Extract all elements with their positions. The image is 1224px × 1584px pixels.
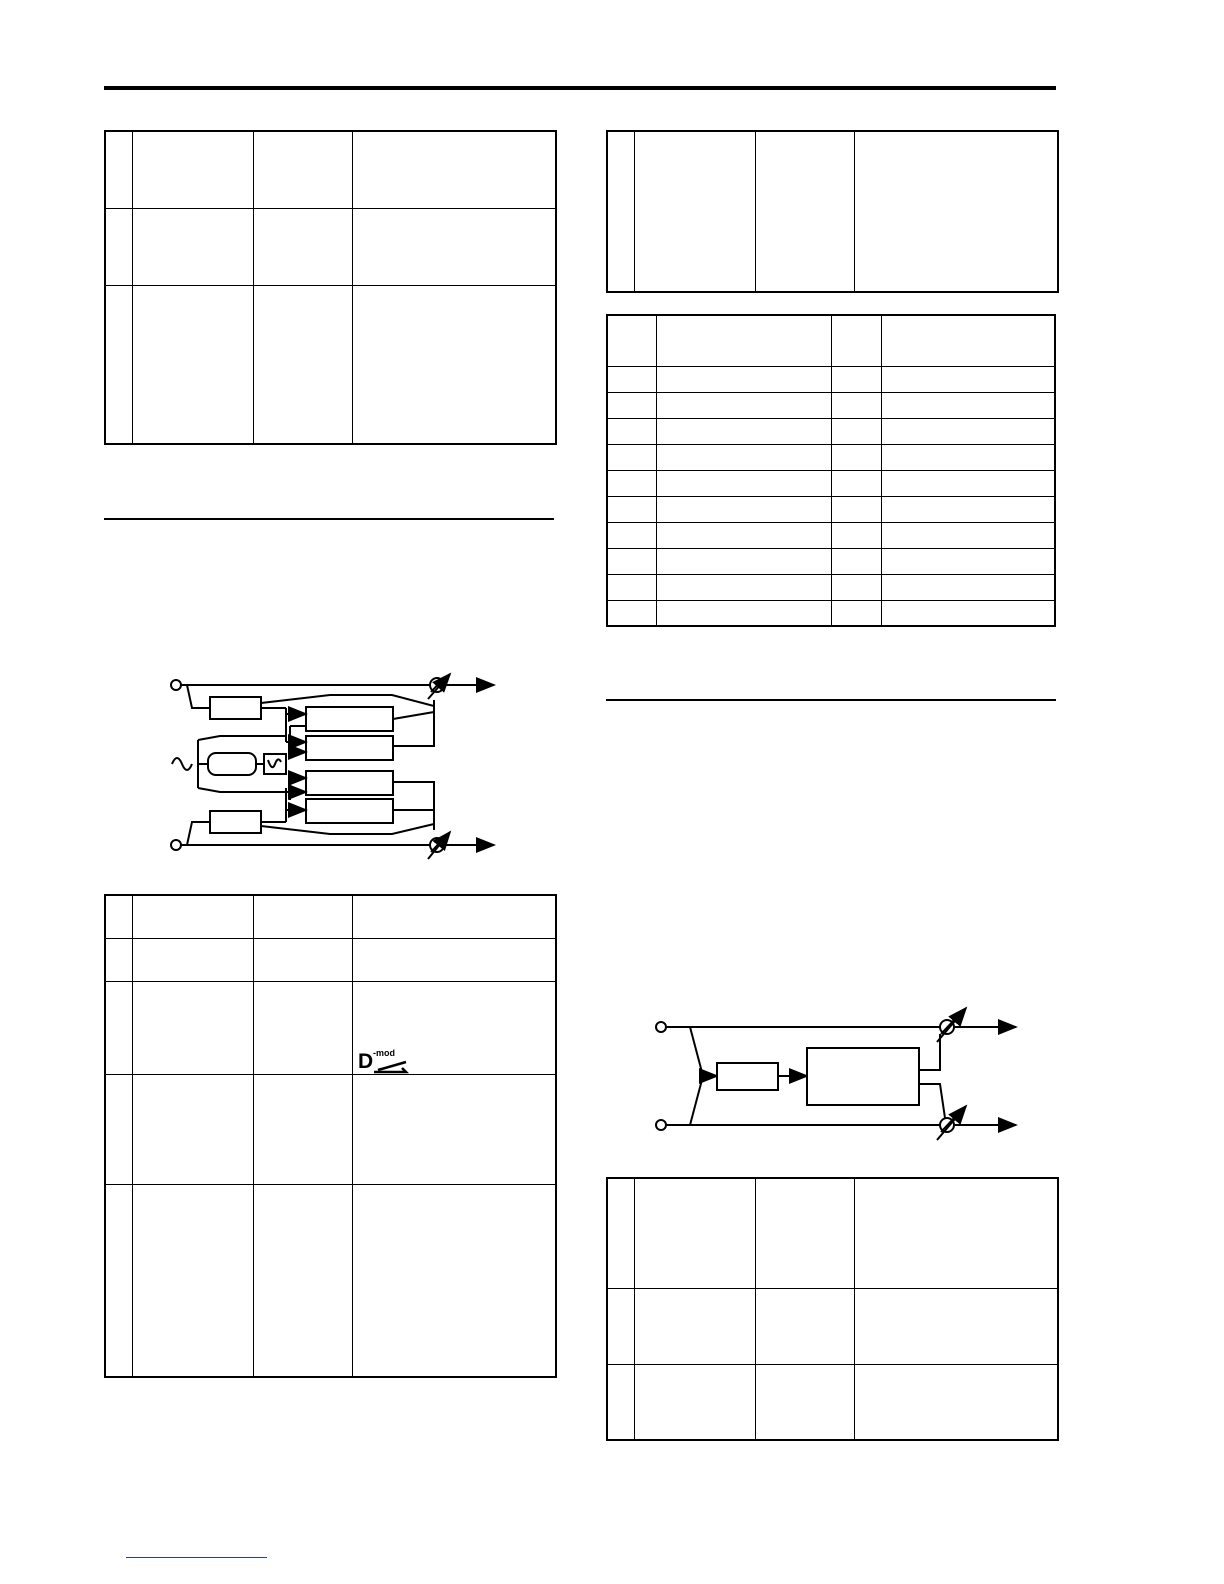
left-section-rule	[104, 518, 554, 520]
right-param-table-2	[606, 1177, 1059, 1441]
level-knob-icon	[937, 1106, 966, 1140]
footer-link[interactable]	[126, 1557, 267, 1558]
left-param-table-2	[104, 894, 557, 1378]
left-param-table-1	[104, 130, 557, 445]
level-knob-icon	[937, 1008, 966, 1042]
input-jack-icon	[656, 1022, 666, 1032]
level-knob-icon	[428, 674, 450, 699]
left-block-diagram	[160, 660, 510, 860]
right-grid-table	[606, 314, 1056, 627]
input-jack-icon	[171, 680, 181, 690]
header-rule	[104, 86, 1056, 90]
right-block-diagram	[650, 1000, 1030, 1145]
lfo-wave-icon	[172, 758, 192, 770]
right-section-rule	[606, 699, 1056, 701]
input-jack-icon	[656, 1120, 666, 1130]
dmod-icon: D -mod	[358, 1050, 410, 1074]
right-param-table-1	[606, 130, 1059, 293]
input-jack-icon	[171, 840, 181, 850]
